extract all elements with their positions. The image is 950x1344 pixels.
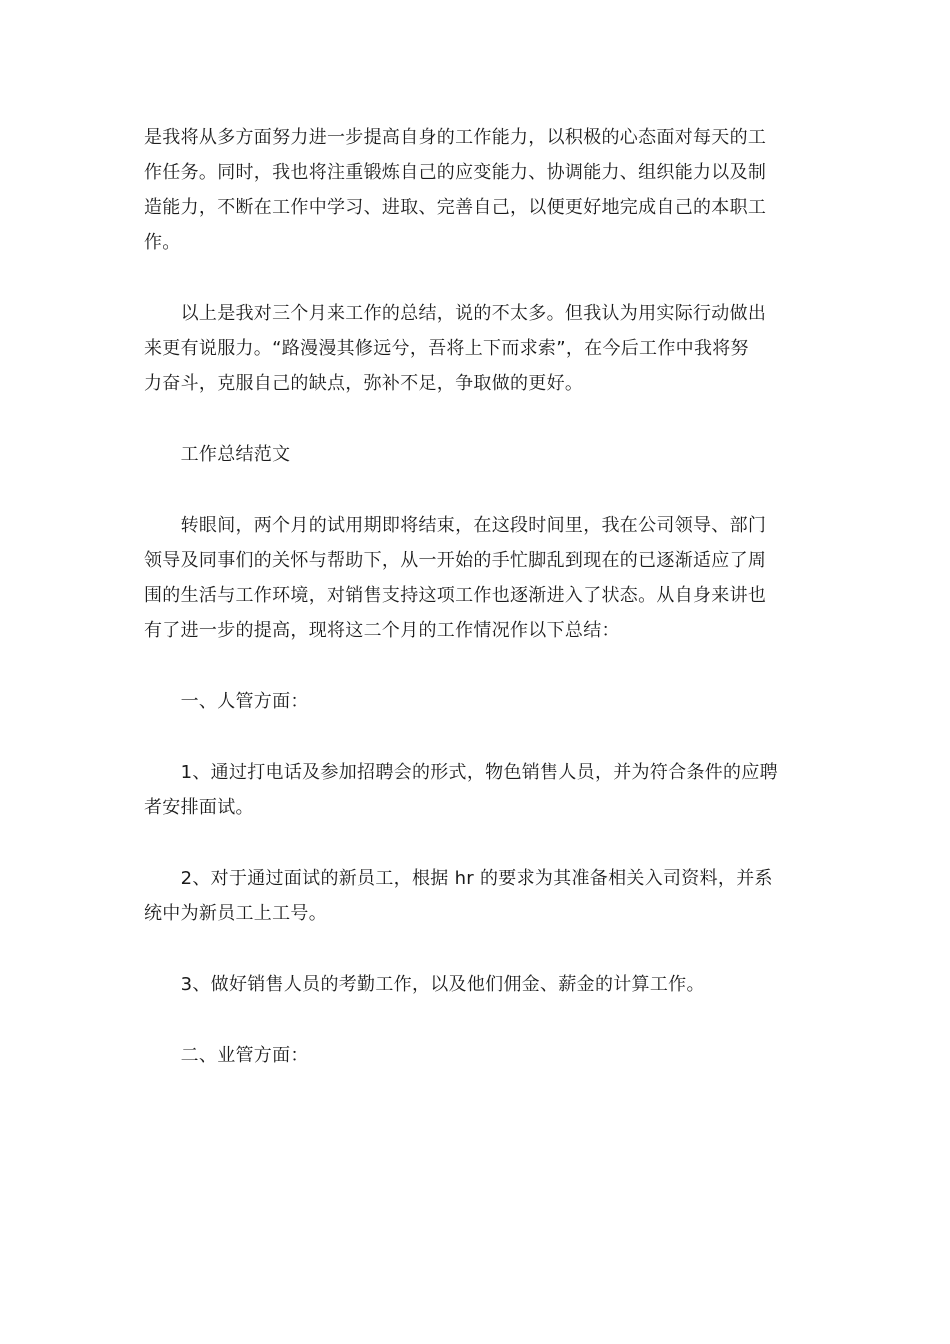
text-line: 是我将从多方面努力进一步提高自身的工作能力，以积极的心态面对每天的工	[144, 127, 767, 148]
heading-line: 工作总结范文	[144, 444, 291, 465]
text-line: 作任务。同时，我也将注重锻炼自己的应变能力、协调能力、组织能力以及制	[144, 162, 767, 183]
text-line: 统中为新员工上工号。	[144, 903, 327, 924]
text-line: 作。	[144, 232, 181, 253]
section-heading	[144, 437, 812, 472]
text-line: 者安排面试。	[144, 797, 254, 818]
heading-line: 一、人管方面：	[144, 691, 309, 712]
text-line: 以上是我对三个月来工作的总结，说的不太多。但我认为用实际行动做出	[144, 303, 767, 324]
list-item-3	[144, 967, 812, 1002]
text-line: 3、做好销售人员的考勤工作，以及他们佣金、薪金的计算工作。	[144, 974, 705, 995]
paragraph-continuation	[144, 120, 812, 260]
paragraph-summary	[144, 296, 812, 401]
text-line: 围的生活与工作环境，对销售支持这项工作也逐渐进入了状态。从自身来讲也	[144, 585, 767, 606]
text-line: 有了进一步的提高，现将这二个月的工作情况作以下总结：	[144, 620, 620, 641]
text-line: 领导及同事们的关怀与帮助下，从一开始的手忙脚乱到现在的已逐渐适应了周	[144, 550, 767, 571]
text-line: 2、对于通过面试的新员工，根据 hr 的要求为其准备相关入司资料，并系	[144, 868, 773, 889]
heading-line: 二、业管方面：	[144, 1045, 309, 1066]
text-line: 转眼间，两个月的试用期即将结束，在这段时间里，我在公司领导、部门	[144, 515, 767, 536]
text-line: 来更有说服力。“路漫漫其修远兮，吾将上下而求索”，在今后工作中我将努	[144, 338, 749, 359]
text-line: 造能力，不断在工作中学习、进取、完善自己，以便更好地完成自己的本职工	[144, 197, 767, 218]
list-item-2	[144, 861, 812, 931]
paragraph-intro	[144, 508, 812, 648]
document-body	[144, 120, 812, 1109]
list-item-1	[144, 755, 812, 825]
subheading-business	[144, 1038, 812, 1073]
text-line: 力奋斗，克服自己的缺点，弥补不足，争取做的更好。	[144, 373, 584, 394]
text-line: 1、通过打电话及参加招聘会的形式，物色销售人员，并为符合条件的应聘	[144, 762, 778, 783]
subheading-hr	[144, 684, 812, 719]
